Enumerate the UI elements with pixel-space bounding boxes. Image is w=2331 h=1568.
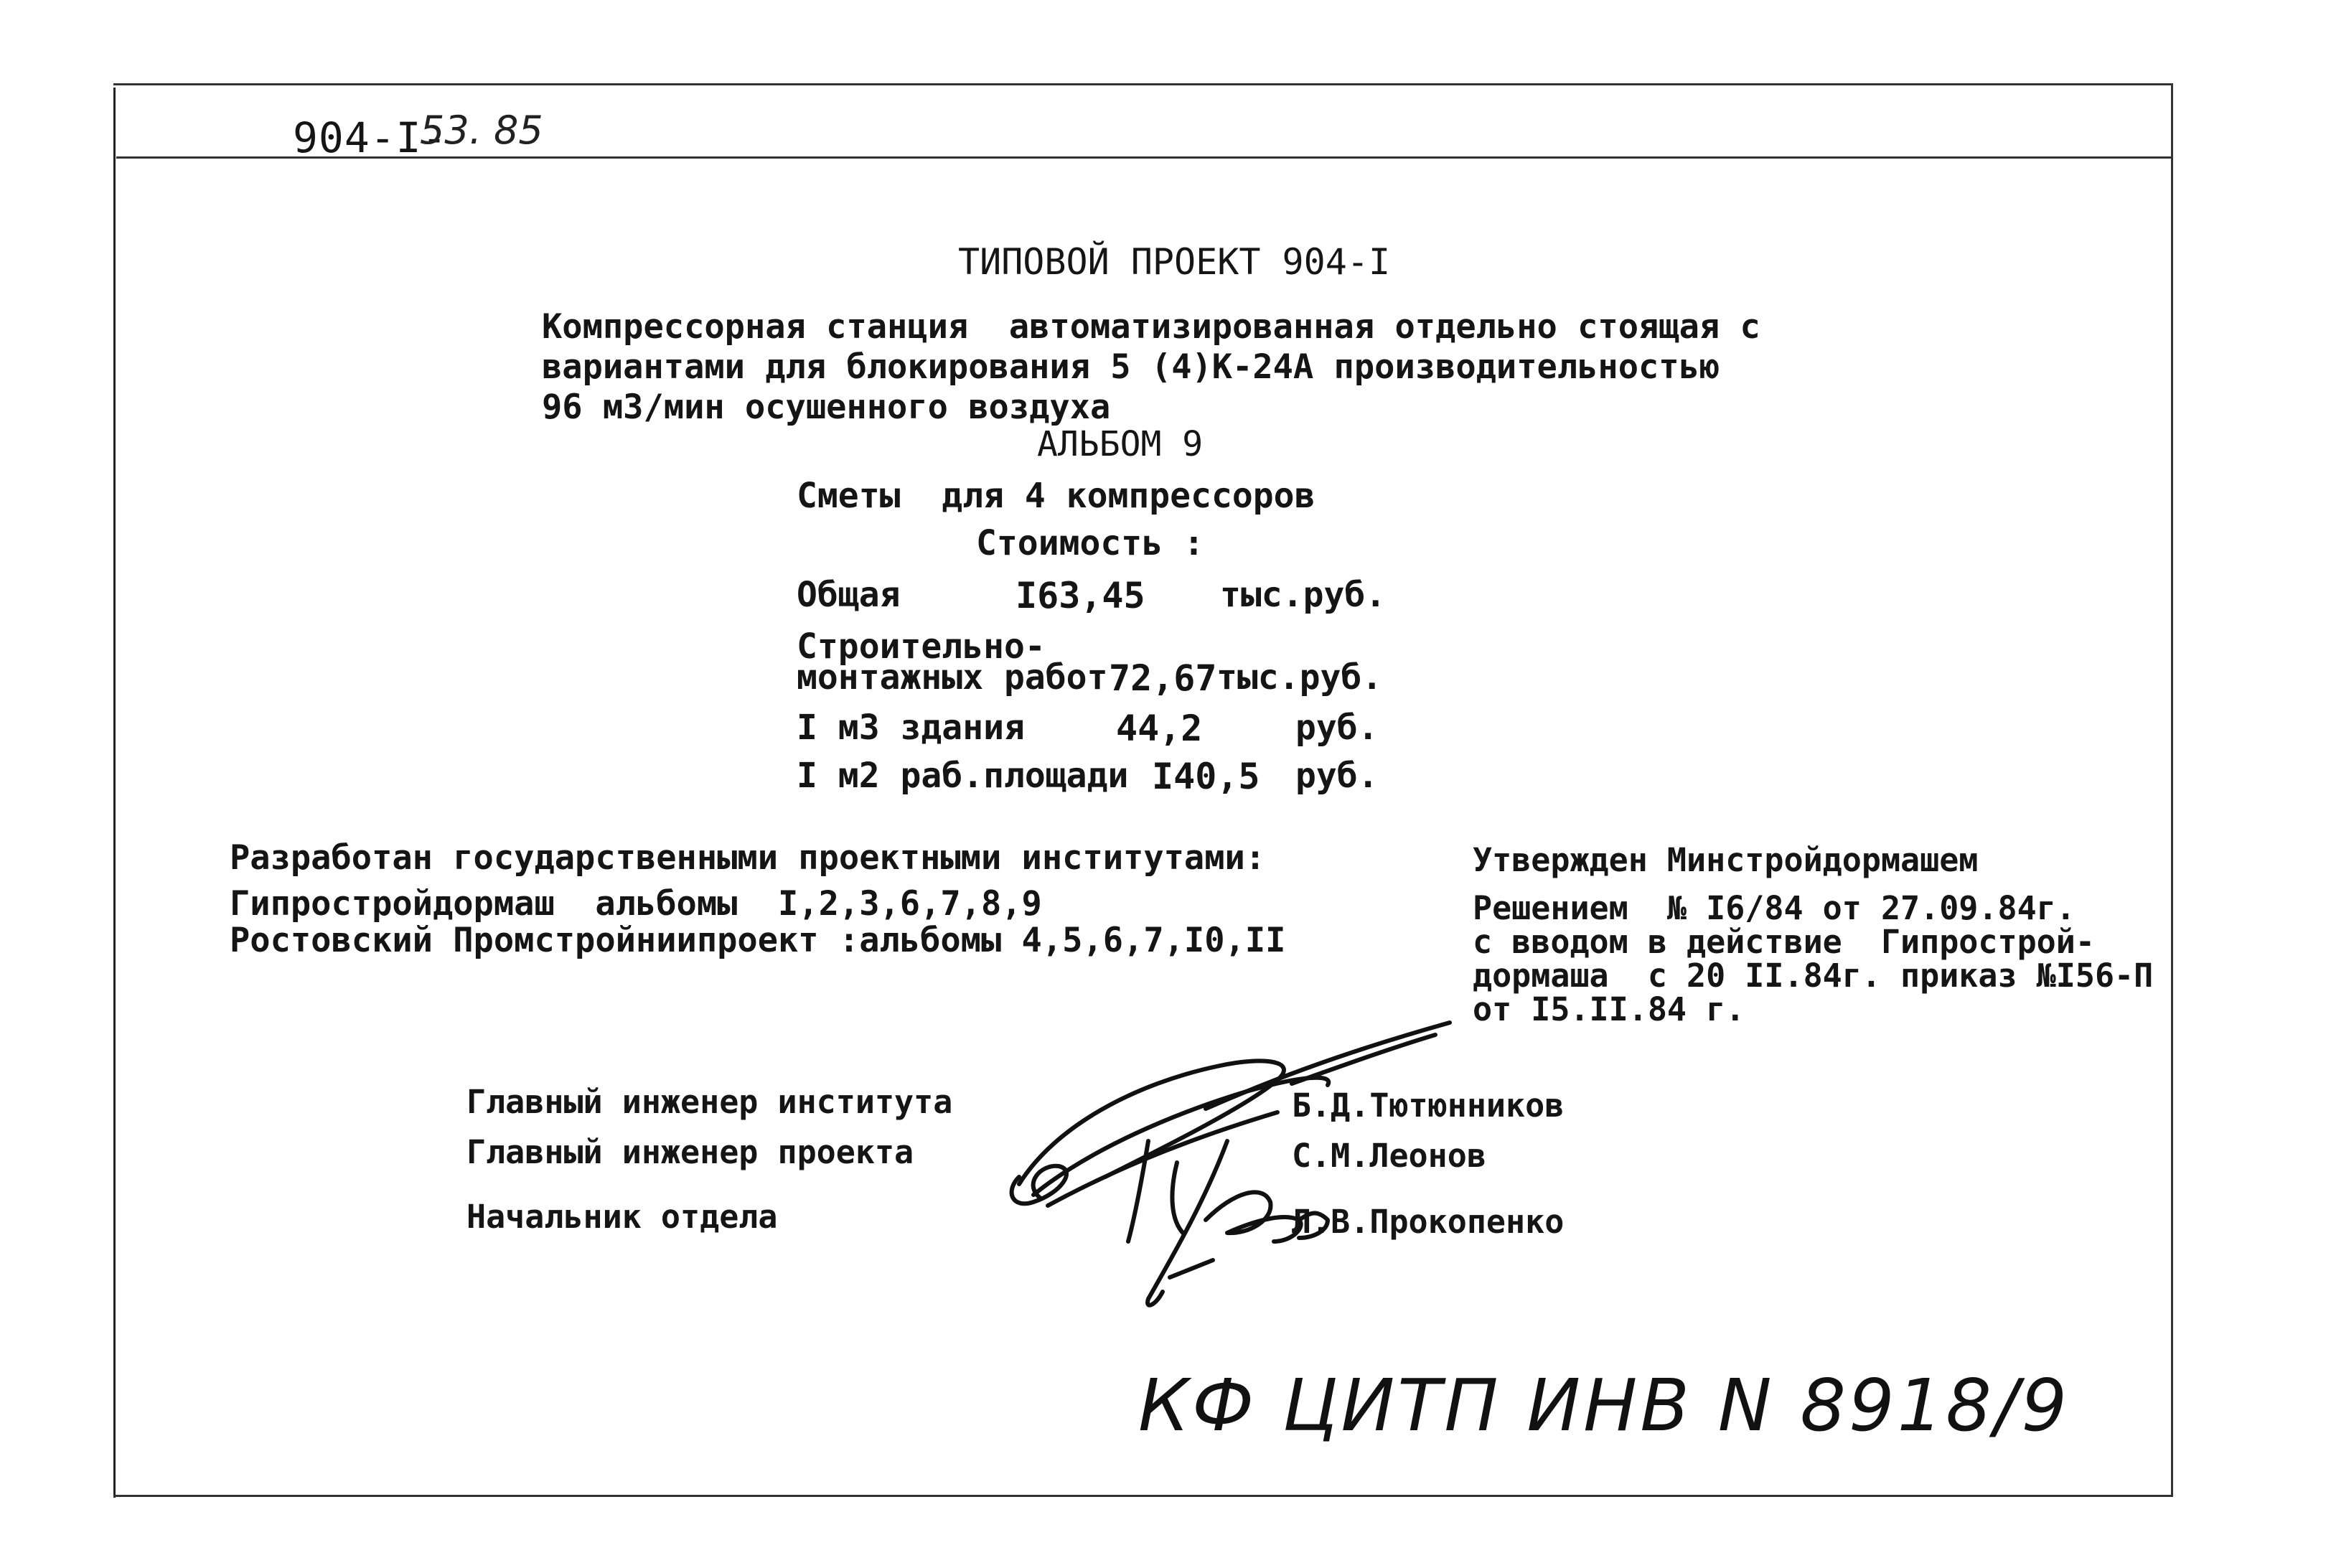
cost-label-per-m2: I м2 раб.площади [797, 756, 1129, 796]
frame-top-border [113, 83, 2173, 85]
signature-name-department-head: Л.В.Прокопенко [1292, 1203, 1565, 1241]
developed-by-line: Ростовский Промстройниипроект :альбомы 4,5,6,7,I0,II [230, 921, 1286, 960]
signature-name-chief-engineer-project: С.М.Леонов [1292, 1137, 1486, 1175]
project-description-line: Компрессорная станция автоматизированная отдельно стоящая с [542, 307, 1760, 347]
cost-value-per-m3: 44,2 [1116, 708, 1203, 749]
cost-value-per-m2: I40,5 [1152, 756, 1260, 797]
project-description-line: 96 м3/мин осушенного воздуха [542, 388, 1111, 427]
developed-by-line: Гипростройдормаш альбомы I,2,3,6,7,8,9 [230, 884, 1042, 924]
frame-right-border [2171, 83, 2173, 1497]
cost-label-per-m3: I м3 здания [797, 708, 1025, 748]
page-title: ТИПОВОЙ ПРОЕКТ 904-I [958, 241, 1391, 283]
signature-role-chief-engineer-project: Главный инженер проекта [466, 1133, 914, 1171]
developed-by-heading: Разработан государственными проектными институтами: [230, 838, 1266, 878]
approved-by-line: дормаша с 20 II.84г. приказ №I56-П [1473, 957, 2154, 995]
cost-label-construction-line1: Строительно- [797, 626, 1046, 667]
cost-heading: Стоимость : [976, 523, 1204, 563]
cost-unit-per-m3: руб. [1295, 708, 1379, 748]
doc-number-handwritten: 53. 85 [420, 108, 543, 153]
project-description-line: вариантами для блокирования 5 (4)К-24А производительностью [542, 347, 1720, 387]
signature-role-department-head: Начальник отдела [466, 1198, 778, 1236]
cost-unit-construction: тыс.руб. [1216, 657, 1383, 698]
cost-label-construction-line2: монтажных работ [797, 657, 1108, 698]
frame-left-border [113, 88, 116, 1498]
handwritten-inventory-note: КФ ЦИТП ИНВ N 8918/9 [1138, 1363, 2070, 1447]
cost-value-construction: 72,67 [1109, 657, 1217, 699]
handwritten-signatures [990, 1005, 1464, 1320]
approved-by-line: Решением № I6/84 от 27.09.84г. [1473, 889, 2076, 927]
project-description [542, 307, 1762, 428]
approved-by-heading: Утвержден Минстройдормашем [1473, 841, 1979, 879]
cost-unit-total: тыс.руб. [1220, 575, 1387, 615]
cost-label-total: Общая [797, 575, 901, 615]
approved-by-line: с вводом в действие Гипрострой- [1473, 923, 2095, 961]
signature-name-chief-engineer-institute: Б.Д.Тютюнников [1292, 1086, 1565, 1125]
cost-value-total: I63,45 [1016, 575, 1145, 616]
estimates-heading: Сметы для 4 компрессоров [797, 476, 1315, 516]
frame-bottom-border [113, 1495, 2173, 1497]
cost-unit-per-m2: руб. [1295, 756, 1379, 796]
album-number: АЛЬБОМ 9 [1037, 424, 1204, 464]
doc-number-printed: 904-I- [293, 113, 448, 162]
approved-by-line: от I5.II.84 г. [1473, 990, 1745, 1028]
signature-role-chief-engineer-institute: Главный инженер института [466, 1083, 953, 1121]
